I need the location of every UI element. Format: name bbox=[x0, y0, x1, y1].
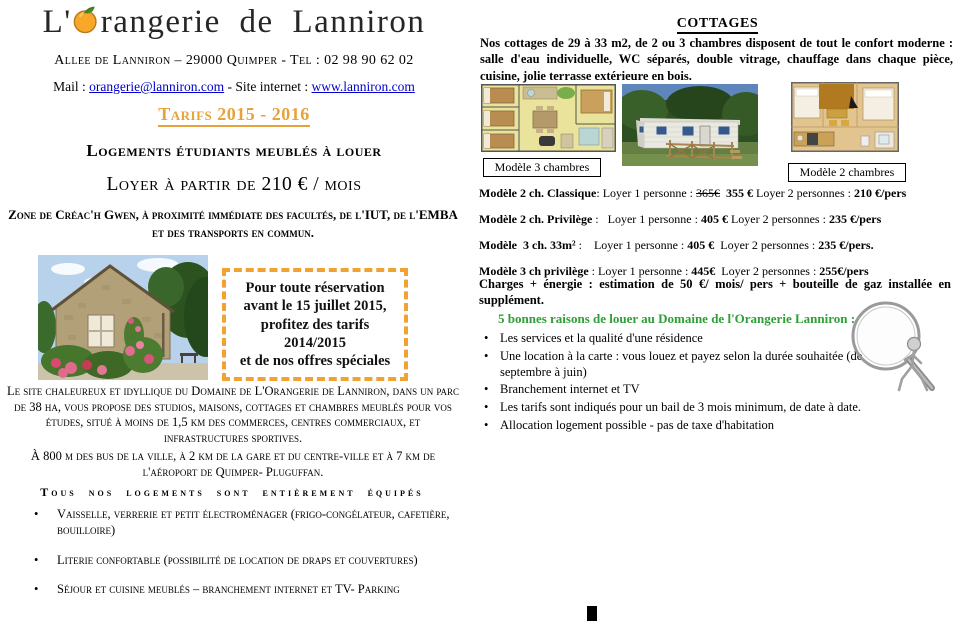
list-item: • Branchement internet et TV bbox=[478, 382, 882, 398]
separator: : bbox=[588, 264, 598, 278]
price-2p: 255€/pers bbox=[819, 264, 869, 278]
cursor-artifact bbox=[587, 606, 597, 621]
price-2p: 235 €/pers. bbox=[818, 238, 874, 252]
floorplan-2-bedrooms bbox=[791, 82, 899, 152]
price-1p: 445€ bbox=[691, 264, 716, 278]
list-item: • Les services et la qualité d'une résidence bbox=[478, 331, 882, 347]
logements-heading: Logements étudiants meublés à louer bbox=[86, 141, 382, 160]
price-label: Loyer 2 personnes : bbox=[753, 186, 854, 200]
email-link[interactable]: orangerie@lanniron.com bbox=[89, 79, 225, 94]
stone-house-photo bbox=[38, 255, 208, 380]
leaf-icon bbox=[84, 6, 95, 13]
cottages-intro: Nos cottages de 29 à 33 m2, de 2 ou 3 chambres disposent de tout le confort moderne : salle d'eau individuelle, WC séparés, double vitrage, chauffage dans chaque pièce, cuisine, jolie terrasse extérieure en bois. bbox=[480, 36, 953, 83]
orange-fruit-icon bbox=[73, 4, 100, 35]
charges-text: Charges + énergie : estimation de 50 €/ mois/ pers + bouteille de gaz installée en supplément. bbox=[479, 277, 951, 308]
cottage-photo bbox=[622, 84, 758, 166]
separator: : bbox=[592, 212, 608, 226]
price-2p: 210 €/pers bbox=[853, 186, 907, 200]
promo-line: 2014/2015 bbox=[283, 334, 347, 351]
cottages-heading-wrap bbox=[478, 14, 957, 32]
address-line: Allee de Lanniron – 29000 Quimper - Tel : 02 98 90 62 02 bbox=[54, 53, 414, 68]
mail-label: Mail : bbox=[53, 79, 90, 94]
list-item: • Les tarifs sont indiqués pour un bail de 3 mois minimum, de date à date. bbox=[478, 400, 882, 416]
promo-box bbox=[222, 268, 408, 381]
price-label: Loyer 1 personne : bbox=[602, 186, 696, 200]
price-2p: 235 €/pers bbox=[828, 212, 882, 226]
price-label: Loyer 1 personne : bbox=[597, 264, 692, 278]
model-name: Modèle 3 ch. 33m² bbox=[479, 238, 576, 252]
loyer-heading: Loyer à partir de 210 € / mois bbox=[106, 174, 362, 195]
site-label: - Site internet : bbox=[224, 79, 312, 94]
reasons-list bbox=[478, 331, 882, 436]
equipment-list bbox=[30, 506, 454, 610]
pricing-row-3ch-33m2 bbox=[479, 232, 957, 258]
price-label: Loyer 1 personne : bbox=[593, 238, 688, 252]
left-column bbox=[0, 0, 468, 625]
equip-heading: Tous nos logements sont entièrement équipés bbox=[40, 485, 424, 499]
model-name: Modèle 2 ch. Classique bbox=[479, 186, 597, 200]
old-price: 365€ bbox=[696, 186, 720, 200]
promo-line: Pour toute réservation bbox=[245, 280, 385, 296]
promo-line: profitez des tarifs bbox=[260, 316, 370, 333]
tarifs-heading: Tarifs 2015 - 2016 bbox=[158, 104, 310, 127]
title-prefix: L' bbox=[42, 4, 72, 40]
list-item: • Literie confortable (possibilité de location de draps et couvertures) bbox=[30, 552, 454, 568]
pricing-list bbox=[479, 180, 957, 284]
website-link[interactable]: www.lanniron.com bbox=[311, 79, 415, 94]
tarifs-heading-wrap bbox=[0, 104, 468, 125]
contact-line bbox=[0, 79, 468, 95]
list-item: • Allocation logement possible - pas de taxe d'habitation bbox=[478, 418, 882, 434]
model-name: Modèle 3 ch privilège bbox=[479, 264, 589, 278]
zone-text: Zone de Créac'h Gwen, à proximité immédiate des facultés, de l'IUT, de l'EMBA et des transports en commun. bbox=[8, 207, 458, 240]
pricing-row-privilege-2ch bbox=[479, 206, 957, 232]
model-2-bedrooms-label: Modèle 2 chambres bbox=[788, 163, 906, 182]
floorplan-3-bedrooms bbox=[481, 84, 616, 152]
page-title bbox=[0, 4, 468, 41]
price-label: Loyer 1 personne : bbox=[607, 212, 701, 226]
distances-text: À 800 m des bus de la ville, à 2 km de la gare et du centre-ville et à 7 km de l'aéroport de Quimper- Pluguffan. bbox=[30, 449, 436, 479]
site-description: Le site chaleureux et idyllique du Domaine de L'Orangerie de Lanniron, dans un parc de 38 ha, vous propose des studios, maisons, cottages et chambres meublés pour vos études, situé à moins de 1,5 km des commerces, centres commerciaux, et infrastructures sportives. bbox=[6, 384, 460, 445]
magnifying-glass-figure-clipart bbox=[850, 300, 942, 395]
separator: : bbox=[575, 238, 594, 252]
list-item: • Vaisselle, verrerie et petit électroménager (frigo-congélateur, cafetière, bouilloire) bbox=[30, 506, 454, 539]
price-label: Loyer 2 personnes : bbox=[714, 238, 819, 252]
price-1p: 405 € bbox=[687, 238, 715, 252]
price-1p: 405 € bbox=[700, 212, 728, 226]
model-name: Modèle 2 ch. Privilège bbox=[479, 212, 593, 226]
right-column bbox=[478, 0, 957, 625]
title-rest: rangerie de Lanniron bbox=[100, 4, 426, 40]
price-label: Loyer 2 personnes : bbox=[715, 264, 820, 278]
list-item: • Une location à la carte : vous louez et payez selon la durée souhaitée (de septembre à juin) bbox=[478, 349, 882, 381]
cottages-heading: COTTAGES bbox=[677, 16, 759, 34]
model-3-bedrooms-label: Modèle 3 chambres bbox=[483, 158, 601, 177]
promo-line: et de nos offres spéciales bbox=[239, 353, 391, 370]
reasons-heading: 5 bonnes raisons de louer au Domaine de l'Orangerie Lanniron : bbox=[498, 311, 856, 326]
promo-line: avant le 15 juillet 2015, bbox=[243, 298, 387, 315]
pricing-row-classic-2ch bbox=[479, 180, 957, 206]
separator: : bbox=[596, 186, 603, 200]
price-1p: 355 € bbox=[720, 186, 753, 200]
cottage-images-row bbox=[478, 84, 957, 184]
list-item: • Séjour et cuisine meublés – branchement internet et TV- Parking bbox=[30, 581, 454, 597]
price-label: Loyer 2 personnes : bbox=[727, 212, 829, 226]
